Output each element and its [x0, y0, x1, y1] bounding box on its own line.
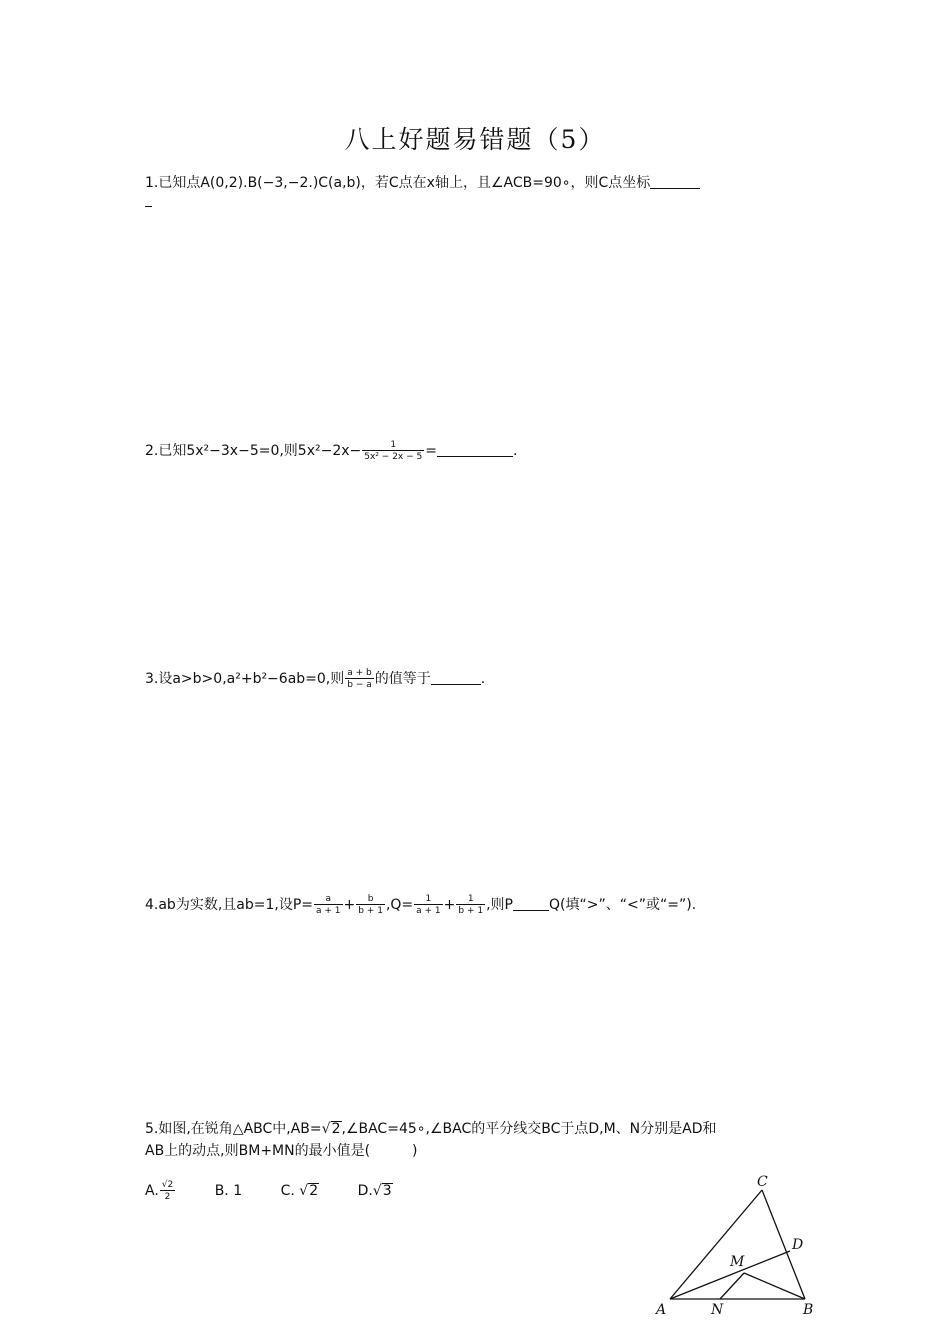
fraction-denominator: b + 1 [358, 906, 383, 916]
question-5-line-2: AB上的动点,则BM+MN的最小值是( ) [145, 1143, 418, 1159]
question-4-mid: ,则P [486, 897, 514, 913]
radicand: 3 [382, 1183, 392, 1199]
option-b[interactable]: B. 1 [214, 1183, 243, 1199]
question-4 [145, 894, 696, 916]
label-b: B [803, 1302, 814, 1318]
option-c-label: C. [280, 1183, 300, 1199]
p-fraction-1 [314, 894, 343, 916]
fraction-numerator: 1 [390, 440, 397, 450]
q-fraction-2 [456, 894, 485, 916]
question-1 [145, 174, 700, 192]
plus-sign: + [343, 897, 356, 913]
option-a-fraction [160, 1180, 175, 1202]
question-2 [145, 440, 517, 462]
question-3-prefix: 3.设a>b>0,a²+b²−6ab=0,则 [145, 671, 345, 687]
segment-ac [670, 1190, 762, 1299]
fraction-numerator: √2 [161, 1180, 174, 1190]
option-d[interactable] [358, 1182, 393, 1200]
sqrt-expression: √2 [299, 1183, 319, 1199]
fraction-numerator: b [367, 894, 374, 904]
question-2-fraction [362, 440, 424, 462]
question-4-prefix: 4.ab为实数,且ab=1,设P= [145, 897, 313, 913]
label-d: D [792, 1237, 804, 1253]
sqrt-expression: √2 [321, 1121, 341, 1137]
question-1-answer-blank[interactable] [650, 176, 700, 189]
option-a[interactable] [145, 1180, 176, 1202]
label-c: C [757, 1174, 768, 1190]
label-a: A [656, 1302, 667, 1318]
fraction-denominator: 5x² − 2x − 5 [364, 452, 423, 462]
page-title: 八上好题易错题（5） [344, 125, 606, 154]
radicand: 2 [331, 1121, 341, 1137]
question-5-options [145, 1180, 427, 1202]
question-1-answer-blank-cont[interactable] [145, 206, 152, 207]
question-5-line-1 [145, 1120, 717, 1138]
fraction-denominator: b − a [347, 680, 372, 690]
question-3-fraction [345, 668, 374, 690]
option-c[interactable] [281, 1182, 320, 1200]
radicand: 2 [309, 1183, 319, 1199]
sqrt-expression: √3 [372, 1183, 392, 1199]
label-n: N [711, 1302, 724, 1318]
fraction-numerator: a [325, 894, 332, 904]
q-label: ,Q= [385, 897, 414, 913]
question-3-answer-blank[interactable] [431, 672, 481, 685]
label-m: M [730, 1254, 745, 1270]
fraction-denominator: 2 [160, 1190, 175, 1202]
question-5-text-a: 5.如图,在锐角△ABC中,AB= [145, 1121, 322, 1137]
question-3 [145, 668, 485, 690]
fraction-denominator: a + 1 [316, 906, 341, 916]
option-a-label: A. [145, 1183, 159, 1199]
plus-sign: + [443, 897, 456, 913]
option-d-label: D. [357, 1183, 373, 1199]
fraction-numerator: 1 [467, 894, 474, 904]
triangle-figure [650, 1168, 830, 1318]
question-3-end: . [480, 671, 486, 687]
question-2-equals: = [425, 443, 437, 459]
question-1-text: 1.已知点A(0,2).B(−3,−2.)C(a,b)，若C点在x轴上，且∠ACB=90∘，则C点坐标 [145, 175, 651, 191]
fraction-numerator: a + b [347, 668, 372, 678]
fraction-denominator: b + 1 [458, 906, 484, 916]
fraction-denominator: a + 1 [416, 906, 441, 916]
question-2-end: . [512, 443, 518, 459]
question-2-answer-blank[interactable] [437, 444, 513, 457]
question-2-prefix: 2.已知5x²−3x−5=0,则5x²−2x− [145, 443, 362, 459]
question-4-end: Q(填“>”、“<”或“=”). [549, 897, 697, 913]
question-5-text-b: ,∠BAC=45∘,∠BAC的平分线交BC于点D,M、N分别是AD和 [341, 1121, 717, 1137]
question-3-suffix: 的值等于 [374, 671, 431, 687]
q-fraction-1 [414, 894, 443, 916]
p-fraction-2 [356, 894, 385, 916]
question-4-answer-blank[interactable] [513, 898, 549, 911]
fraction-numerator: 1 [425, 894, 432, 904]
